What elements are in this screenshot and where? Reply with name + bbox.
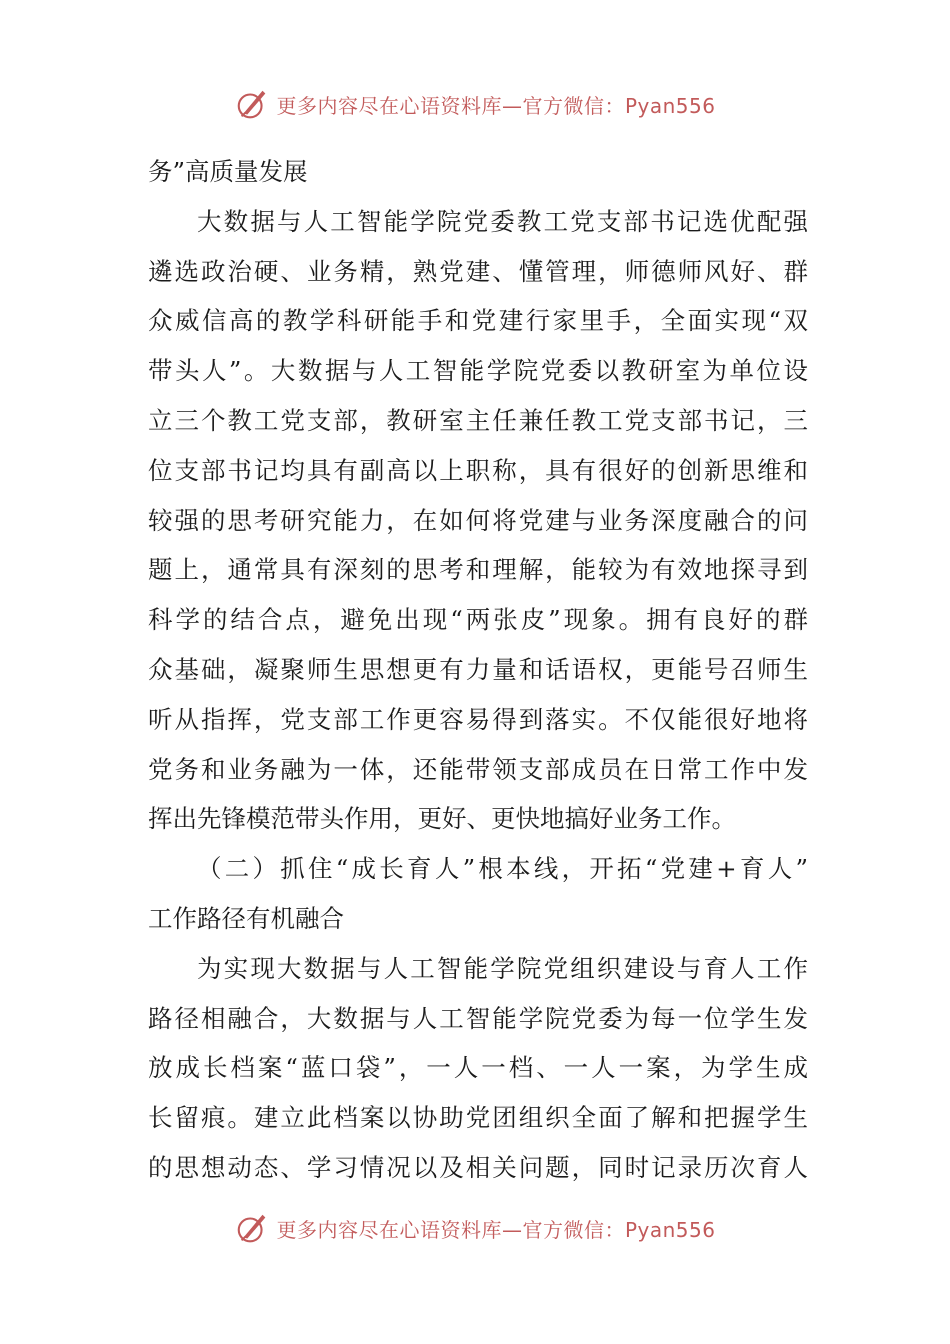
header-watermark [0,82,950,126]
text-line: 题上，通常具有深刻的思考和理解，能较为有效地探寻到 [148,555,808,585]
watermark-text: 更多内容尽在心语资料库—官方微信：Pyan556 [276,93,716,118]
text-line: 放成长档案“蓝口袋”，一人一档、一人一案，为学生成 [148,1053,808,1083]
quill-logo-icon [234,85,272,123]
text-line: 大数据与人工智能学院党委教工党支部书记选优配强 [197,206,808,236]
text-line: 带头人”。大数据与人工智能学院党委以教研室为单位设 [148,356,808,386]
quill-logo-icon [234,1209,272,1247]
text-line: 挥出先锋模范带头作用，更好、更快地搞好业务工作。 [148,804,736,834]
text-line: 务”高质量发展 [148,157,308,186]
text-line: 众基础，凝聚师生思想更有力量和话语权，更能号召师生 [148,654,808,684]
text-line: 为实现大数据与人工智能学院党组织建设与育人工作 [197,953,808,983]
section-heading: （二）抓住“成长育人”根本线，开拓“党建+育人” [197,854,808,884]
text-line: 立三个教工党支部，教研室主任兼任教工党支部书记，三 [148,405,808,435]
text-line: 位支部书记均具有副高以上职称，具有很好的创新思维和 [148,455,808,485]
text-line: 路径相融合，大数据与人工智能学院党委为每一位学生发 [148,1003,808,1033]
text-line: 党务和业务融为一体，还能带领支部成员在日常工作中发 [148,754,808,784]
text-line: 科学的结合点，避免出现“两张皮”现象。拥有良好的群 [148,605,808,635]
watermark-text: 更多内容尽在心语资料库—官方微信：Pyan556 [276,1217,716,1242]
text-line: 长留痕。建立此档案以协助党团组织全面了解和把握学生 [148,1103,808,1133]
text-line: 听从指挥，党支部工作更容易得到落实。不仅能很好地将 [148,704,808,734]
section-heading: 工作路径有机融合 [148,903,344,933]
footer-watermark [0,1206,950,1250]
text-line: 较强的思考研究能力，在如何将党建与业务深度融合的问 [148,505,808,535]
text-line: 众威信高的教学科研能手和党建行家里手，全面实现“双 [148,306,808,336]
text-line: 的思想动态、学习情况以及相关问题，同时记录历次育人 [148,1152,808,1182]
document-body [148,147,808,1193]
text-line: 遴选政治硬、业务精，熟党建、懂管理，师德师风好、群 [148,256,808,286]
